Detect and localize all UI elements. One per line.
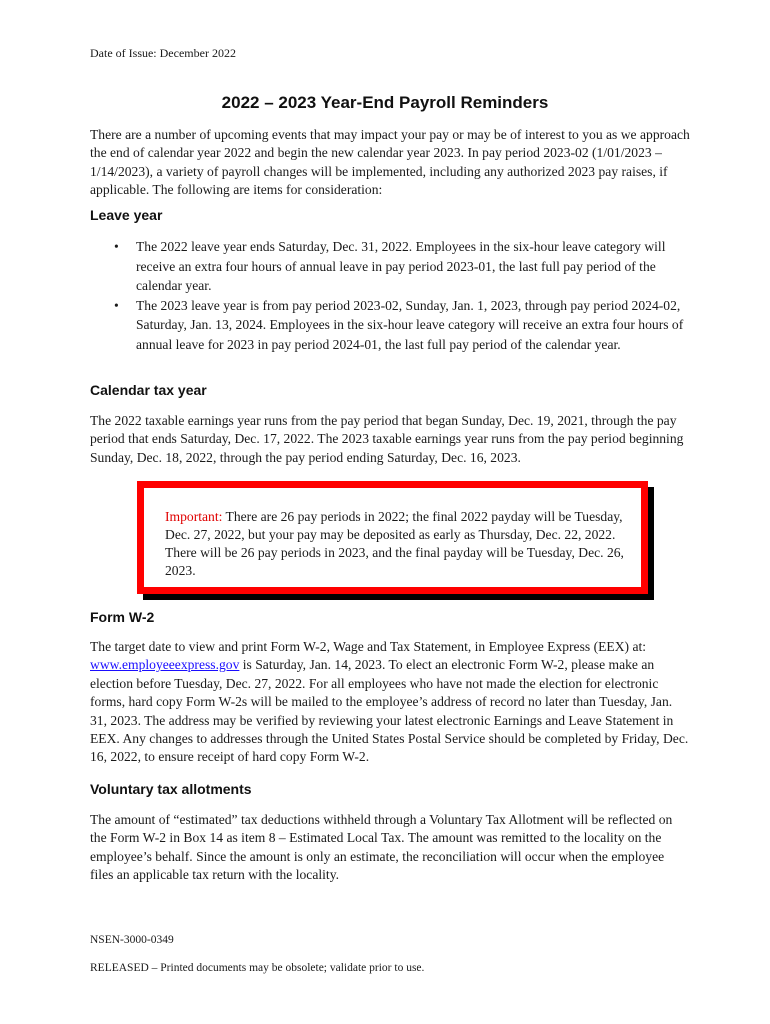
important-label: Important:	[165, 509, 223, 524]
list-item	[90, 237, 690, 296]
calendar-tax-year-paragraph: The 2022 taxable earnings year runs from the pay period that began Sunday, Dec. 19, 2021, through the pay period that ends Saturday, Dec. 17, 2022. The 2023 taxable earnings year runs from the pay period beginning Sunday, Dec. 18, 2022, through the pay period ending Saturday, Dec. 16, 2023.	[90, 413, 684, 465]
list-item-text: The 2023 leave year is from pay period 2023-02, Sunday, Jan. 1, 2023, through pay period 2024-02, Saturday, Jan. 13, 2024. Employees in the six-hour leave category will receive an extra four hours of annual leave for 2023 in pay period 2024-01, the last full pay period of the calendar year.	[136, 297, 684, 352]
bullet-icon: •	[114, 297, 119, 313]
heading-calendar-tax-year: Calendar tax year	[90, 382, 207, 398]
callout-body: There are 26 pay periods in 2022; the final 2022 payday will be Tuesday, Dec. 27, 2022, but your pay may be deposited as early as Thursday, Dec. 22, 2022. There will be 26 pay periods in 2023, and the final payday will be Tuesday, Dec. 26, 2023.	[165, 509, 624, 578]
form-w2-text-start: The target date to view and print Form W-2, Wage and Tax Statement, in Employee Express (EEX) at:	[90, 639, 647, 654]
list-item-text: The 2022 leave year ends Saturday, Dec. 31, 2022. Employees in the six-hour leave category will receive an extra four hours of annual leave in pay period 2023-01, the last full pay period of the calendar year.	[136, 239, 666, 293]
release-note: RELEASED – Printed documents may be obsolete; validate prior to use.	[90, 962, 425, 974]
page-title: 2022 – 2023 Year-End Payroll Reminders	[221, 93, 549, 112]
heading-voluntary-tax-allotments: Voluntary tax allotments	[90, 781, 252, 797]
heading-form-w2: Form W-2	[90, 609, 155, 625]
document-id: NSEN-3000-0349	[90, 934, 174, 946]
intro-paragraph: There are a number of upcoming events that may impact your pay or may be of interest to you as we approach the end of calendar year 2022 and begin the new calendar year 2023. In pay period 2023-02 (1/01/2023 – 1/14/2023), a variety of payroll changes will be implemented, including any authorized 2023 pay raises, if applicable. The following are items for consideration:	[90, 127, 690, 198]
leave-year-list	[90, 237, 690, 354]
form-w2-paragraph	[90, 638, 690, 767]
heading-leave-year: Leave year	[90, 207, 163, 223]
form-w2-text-end: is Saturday, Jan. 14, 2023. To elect an electronic Form W-2, please make an election before Tuesday, Dec. 27, 2022. For all employees who have not made the election for electronic forms, hard copy Form W-2s will be mailed to the employee’s address of record no later than Tuesday, Jan. 31, 2023. The address may be verified by reviewing your latest electronic Earnings and Leave Statement in EEX. Any changes to addresses through the United States Postal Service should be completed by Friday, Dec. 16, 2022, to ensure receipt of hard copy Form W-2.	[90, 657, 689, 765]
bullet-icon: •	[114, 239, 119, 254]
callout-text	[165, 508, 625, 580]
employee-express-link[interactable]: www.employeeexpress.gov	[90, 657, 240, 673]
date-of-issue: Date of Issue: December 2022	[90, 46, 236, 60]
list-item	[90, 296, 690, 355]
voluntary-tax-paragraph: The amount of “estimated” tax deductions withheld through a Voluntary Tax Allotment will be reflected on the Form W-2 in Box 14 as item 8 – Estimated Local Tax. The amount was remitted to the locality on the employee’s behalf. Since the amount is only an estimate, the reconciliation will occur when the employee files an applicable tax return with the locality.	[90, 812, 673, 883]
important-callout	[137, 481, 648, 594]
